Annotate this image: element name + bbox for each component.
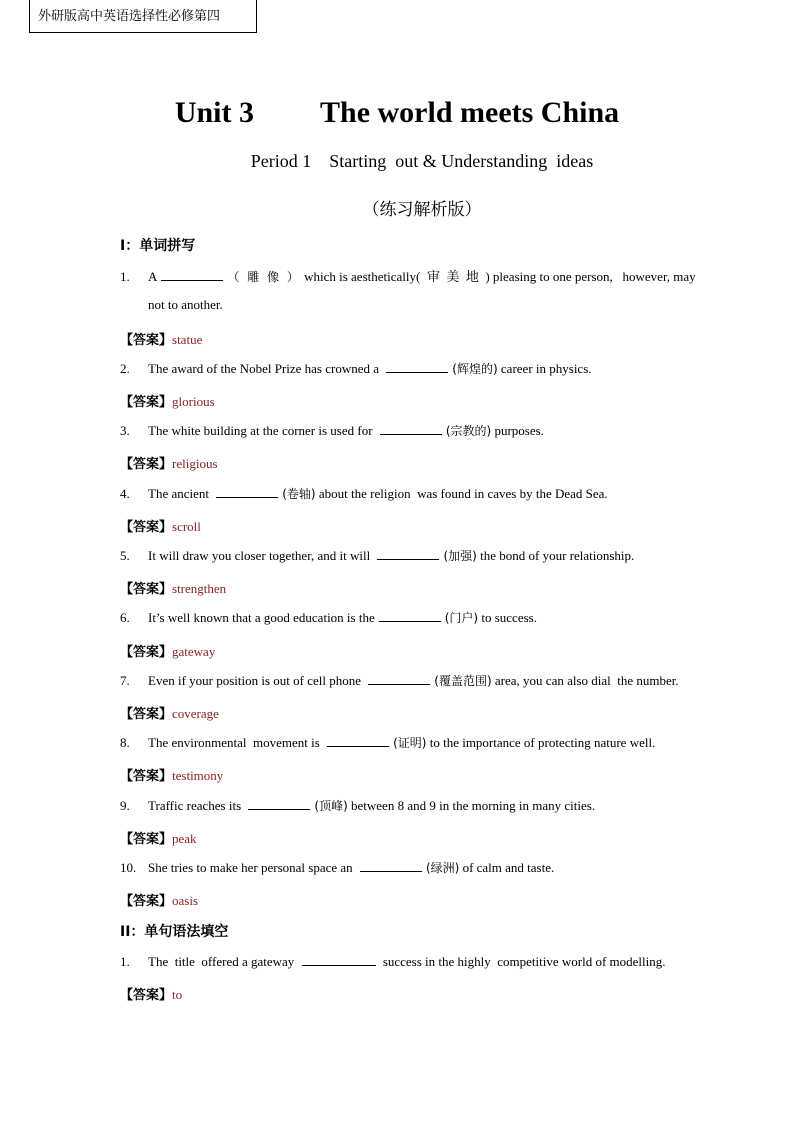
question-text: The title offered a gateway <box>148 954 298 969</box>
question-text: The white building at the corner is used for <box>148 423 376 438</box>
answer-label: 【答案】 <box>120 582 173 597</box>
question-item <box>120 547 634 564</box>
answer-line <box>120 828 197 847</box>
question-item <box>120 859 554 876</box>
question-item <box>120 360 592 377</box>
question-number: 3. <box>120 423 130 438</box>
answer-label: 【答案】 <box>120 707 173 722</box>
answer-value: peak <box>172 831 197 846</box>
question-number: 8. <box>120 735 130 750</box>
chinese-hint: (辉煌的) <box>452 362 498 376</box>
answer-blank <box>368 672 430 685</box>
answer-label: 【答案】 <box>120 333 173 348</box>
chinese-hint: (顶峰) <box>314 799 348 813</box>
unit-label: Unit 3 <box>174 96 254 129</box>
header-tag: 外研版高中英语选择性必修第四 <box>29 0 257 33</box>
answer-line <box>120 765 223 784</box>
question-text: Even if your position is out of cell phone <box>148 673 365 688</box>
answer-label: 【答案】 <box>120 894 173 909</box>
question-item <box>120 672 679 689</box>
answer-line <box>120 391 215 410</box>
answer-label: 【答案】 <box>120 769 173 784</box>
question-text: She tries to make her personal space an <box>148 860 356 875</box>
question-number: 10. <box>120 860 137 875</box>
question-number: 6. <box>120 610 130 625</box>
answer-blank <box>327 734 389 747</box>
section-heading: II：单句语法填空 <box>120 924 229 940</box>
period-topic: Starting out & Understanding ideas <box>329 151 594 171</box>
answer-blank <box>302 953 376 966</box>
question-number: 7. <box>120 673 130 688</box>
answer-blank <box>161 268 223 281</box>
answer-blank <box>377 547 439 560</box>
answer-label: 【答案】 <box>120 645 173 660</box>
question-text: career in physics. <box>497 361 592 376</box>
chinese-hint: (覆盖范围) <box>434 674 492 688</box>
question-text: between 8 and 9 in the morning in many cities. <box>347 798 596 813</box>
question-number: 1. <box>120 954 130 969</box>
question-text: about the religion was found in caves by the Dead Sea. <box>315 486 608 501</box>
question-number: 1. <box>120 269 130 284</box>
chinese-hint: （ 雕 像 ） <box>227 270 301 284</box>
answer-line <box>120 329 202 348</box>
question-item <box>120 266 696 285</box>
question-text: the bond of your relationship. <box>476 548 635 563</box>
unit-name: The world meets China <box>320 96 620 129</box>
answer-label: 【答案】 <box>120 520 173 535</box>
question-number: 5. <box>120 548 130 563</box>
question-item <box>120 422 544 439</box>
answer-blank <box>380 422 442 435</box>
answer-blank <box>386 360 448 373</box>
question-item <box>120 485 608 502</box>
period-label: Period 1 <box>250 151 312 171</box>
answer-line <box>120 984 182 1003</box>
answer-line <box>120 578 226 597</box>
question-number: 4. <box>120 486 130 501</box>
section-heading: I：单词拼写 <box>120 238 196 254</box>
question-text: area, you can also dial the number. <box>491 673 679 688</box>
answer-value: religious <box>172 456 218 471</box>
question-number: 9. <box>120 798 130 813</box>
question-number: 2. <box>120 361 130 376</box>
question-item <box>120 734 655 751</box>
chinese-hint: (加强) <box>443 549 477 563</box>
answer-blank <box>379 609 441 622</box>
question-text: purposes. <box>491 423 544 438</box>
question-text: of calm and taste. <box>459 860 555 875</box>
answer-value: strengthen <box>172 581 227 596</box>
question-text: A <box>148 269 158 284</box>
question-text: to the importance of protecting nature well. <box>426 735 656 750</box>
question-item <box>120 953 666 970</box>
question-text: It’s well known that a good education is the <box>148 610 375 625</box>
question-text: It will draw you closer together, and it will <box>148 548 374 563</box>
question-text: Traffic reaches its <box>148 798 245 813</box>
answer-label: 【答案】 <box>120 457 173 472</box>
answer-line <box>120 516 201 535</box>
chinese-hint: (绿洲) <box>425 861 460 875</box>
answer-line <box>120 703 219 722</box>
chinese-hint: (宗教的) <box>445 424 492 438</box>
question-text: The environmental movement is <box>148 735 324 750</box>
answer-value: oasis <box>172 893 199 908</box>
answer-value: coverage <box>172 706 219 721</box>
answer-value: testimony <box>172 768 224 783</box>
question-text: The ancient <box>148 486 213 501</box>
edition-label: （练习解析版） <box>362 200 482 220</box>
answer-label: 【答案】 <box>120 395 173 410</box>
answer-label: 【答案】 <box>120 832 173 847</box>
answer-value: scroll <box>172 519 201 534</box>
answer-blank <box>248 797 310 810</box>
question-item <box>120 797 595 814</box>
answer-value: to <box>172 987 183 1002</box>
question-text: success in the highly competitive world of modelling. <box>379 954 666 969</box>
chinese-hint: (门户) <box>444 611 479 625</box>
answer-blank <box>216 485 278 498</box>
answer-value: gateway <box>172 644 216 659</box>
question-text: The award of the Nobel Prize has crowned a <box>148 361 383 376</box>
answer-blank <box>360 859 422 872</box>
answer-value: glorious <box>172 394 215 409</box>
answer-line <box>120 641 215 660</box>
question-continuation: not to another. <box>148 297 223 312</box>
page-title <box>0 96 794 130</box>
answer-value: statue <box>172 332 203 347</box>
answer-label: 【答案】 <box>120 988 173 1003</box>
period-subtitle <box>0 151 794 172</box>
question-text: which is aesthetically( 审 美 地 ) pleasing to one person, however, may <box>300 269 696 284</box>
chinese-hint: (证明) <box>393 736 427 750</box>
answer-line <box>120 453 218 472</box>
question-text: to success. <box>478 610 537 625</box>
question-item <box>120 609 537 626</box>
chinese-hint: (卷轴) <box>282 487 316 501</box>
answer-line <box>120 890 198 909</box>
